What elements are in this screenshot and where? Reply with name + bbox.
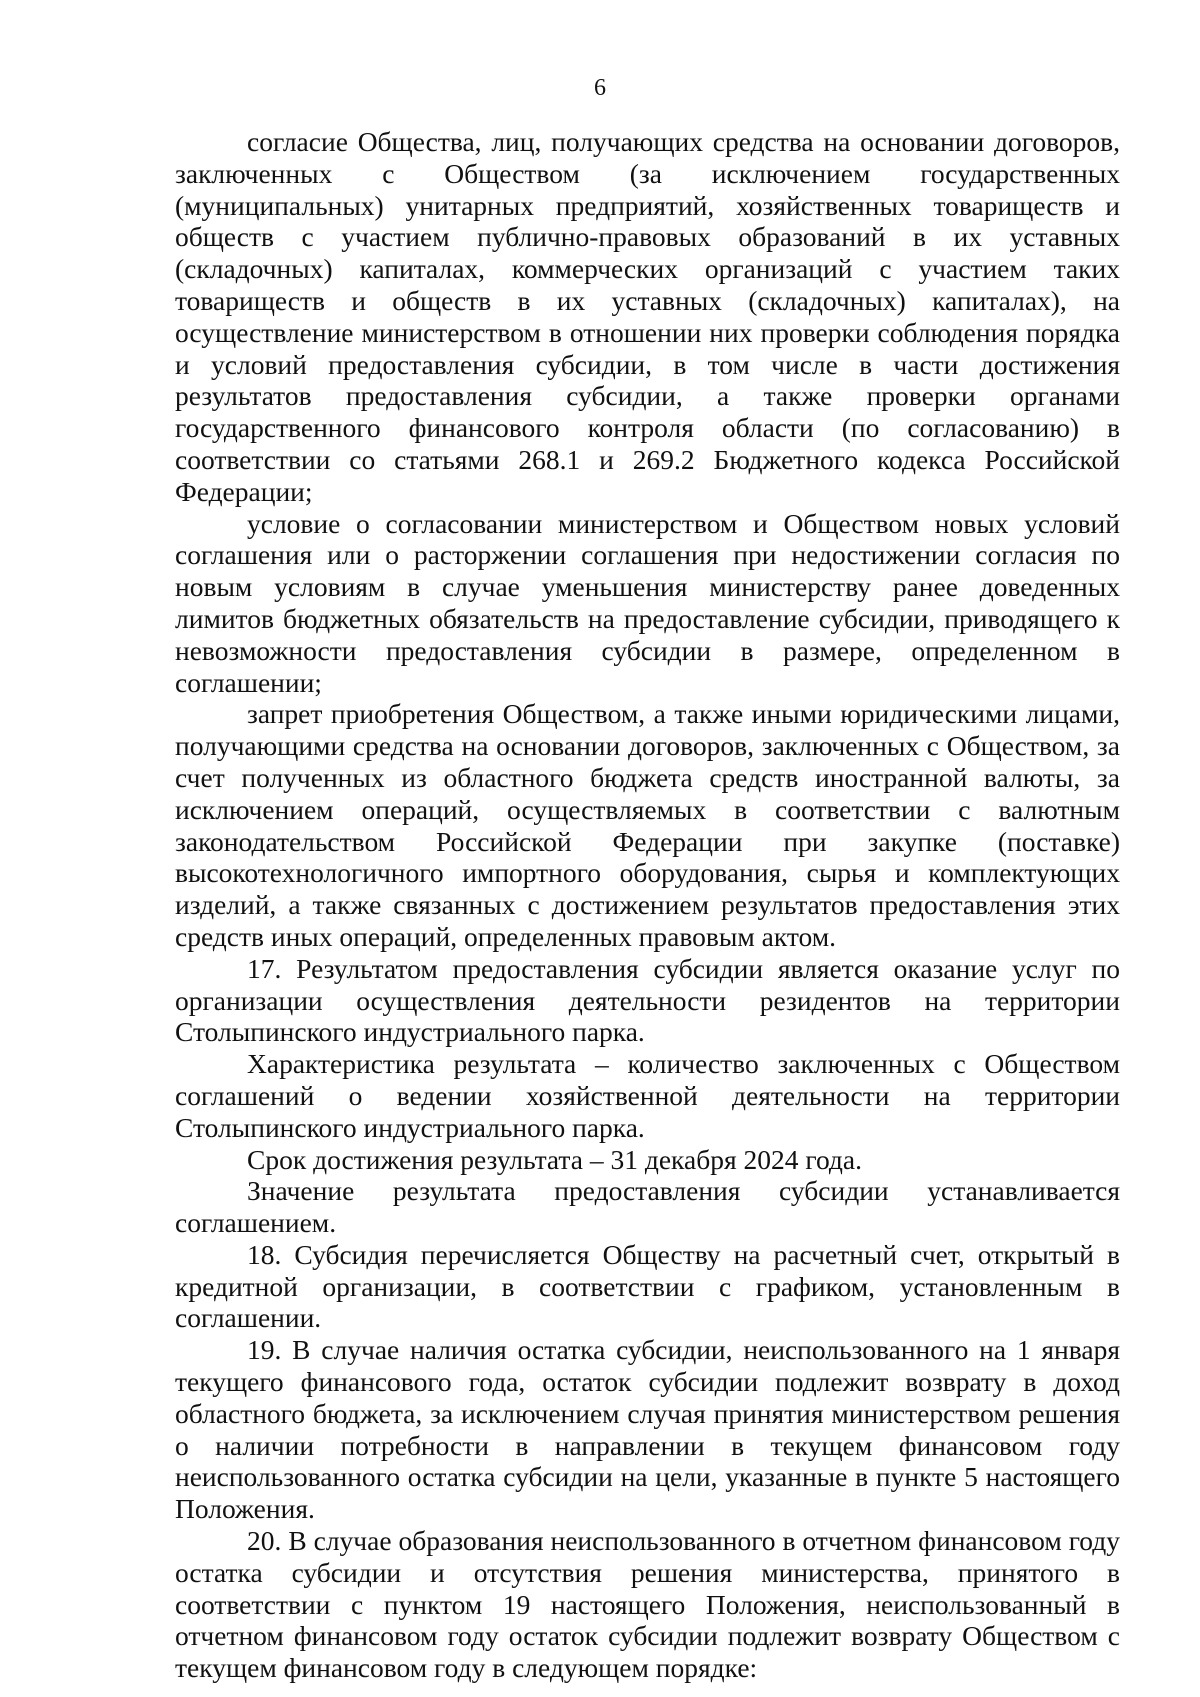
paragraph-item-18: 18. Субсидия перечисляется Обществу на расчетный счет, открытый в кредитной организации, в соответствии с графиком, установленным в соглашении. bbox=[175, 1238, 1120, 1334]
paragraph-item-19: 19. В случае наличия остатка субсидии, неиспользованного на 1 января текущего финансового года, остаток субсидии подлежит возврату в доход областного бюджета, за исключением случая принятия министерством решения о наличии потребности в направлении в текущем финансовом году неиспользованного остатка субсидии на цели, указанные в пункте 5 настоящего Положения. bbox=[175, 1334, 1120, 1525]
paragraph-agreement-conditions: условие о согласовании министерством и Обществом новых условий соглашения или о расторжении соглашения при недостижении согласия по новым условиям в случае уменьшения министерству ранее доведенных лимитов бюджетных обязательств на предоставление субсидии, приводящего к невозможности предоставления субсидии в размере, определенном в соглашении; bbox=[175, 507, 1120, 698]
paragraph-result-deadline: Срок достижения результата – 31 декабря 2024 года. bbox=[247, 1143, 862, 1175]
paragraph-consent: согласие Общества, лиц, получающих средства на основании договоров, заключенных с Обществом (за исключением государственных (муниципальных) унитарных предприятий, хозяйственных товариществ и обществ с участием публично-правовых образований в их уставных (складочных) капиталах, коммерческих организаций с участием таких товариществ и обществ в их уставных (складочных) капиталах), на осуществление министерством в отношении них проверки соблюдения порядка и условий предоставления субсидии, в том числе в части достижения результатов предоставления субсидии, а также проверки органами государственного финансового контроля области (по согласованию) в соответствии со статьями 268.1 и 269.2 Бюджетного кодекса Российской Федерации; bbox=[175, 126, 1120, 507]
document-body bbox=[175, 126, 1120, 1684]
paragraph-item-17: 17. Результатом предоставления субсидии является оказание услуг по организации осуществления деятельности резидентов на территории Столыпинского индустриального парка. bbox=[175, 952, 1120, 1048]
paragraph-result-characteristic: Характеристика результата – количество заключенных с Обществом соглашений о ведении хозяйственной деятельности на территории Столыпинского индустриального парка. bbox=[175, 1048, 1120, 1143]
page-number: 6 bbox=[594, 75, 606, 101]
paragraph-currency-prohibition: запрет приобретения Обществом, а также иными юридическими лицами, получающими средства на основании договоров, заключенных с Обществом, за счет полученных из областного бюджета средств иностранной валюты, за исключением операций, осуществляемых в соответствии с валютным законодательством Российской Федерации при закупке (поставке) высокотехнологичного импортного оборудования, сырья и комплектующих изделий, а также связанных с достижением результатов предоставления этих средств иных операций, определенных правовым актом. bbox=[175, 698, 1120, 952]
paragraph-item-20: 20. В случае образования неиспользованного в отчетном финансовом году остатка субсидии и отсутствия решения министерства, принятого в соответствии с пунктом 19 настоящего Положения, неиспользованный в отчетном финансовом году остаток субсидии подлежит возврату Обществом с текущем финансовом году в следующем порядке: bbox=[175, 1525, 1120, 1684]
paragraph-result-value: Значение результата предоставления субсидии устанавливается соглашением. bbox=[175, 1175, 1120, 1239]
